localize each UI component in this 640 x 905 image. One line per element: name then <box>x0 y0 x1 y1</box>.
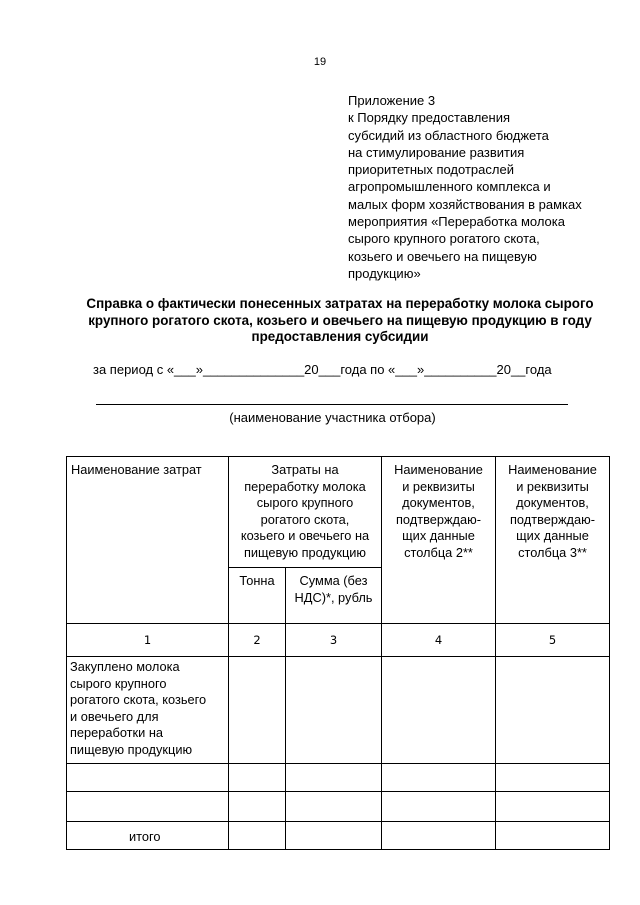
header-line: НДС)*, рубль <box>294 589 373 605</box>
header-line: столбца 3** <box>518 544 587 560</box>
header-cost-name: Наименование затрат <box>67 457 229 624</box>
header-line: рогатого скота, <box>260 511 350 527</box>
header-line: Затраты на <box>271 462 339 477</box>
table-cell <box>286 657 382 764</box>
title-line: Справка о фактически понесенных затратах на переработку молока сырого <box>86 296 594 311</box>
header-line: Наименование <box>508 462 597 477</box>
table-cell <box>286 792 382 822</box>
table-cell <box>382 792 496 822</box>
table-cell <box>229 822 286 850</box>
table-cell <box>229 657 286 764</box>
table-cell <box>496 792 610 822</box>
header-line: щих данные <box>516 528 589 543</box>
appendix-header <box>348 92 582 282</box>
appendix-line: приоритетных подотраслей <box>348 162 514 178</box>
header-line: подтверждаю- <box>396 511 481 527</box>
column-number-5: 5 <box>496 624 610 657</box>
header-line: сырого крупного <box>256 495 354 510</box>
header-documents-col2 <box>382 457 496 624</box>
costs-table <box>66 456 610 850</box>
row-label-line: переработки на <box>70 725 164 740</box>
participant-name-line <box>96 404 568 405</box>
table-cell <box>382 657 496 764</box>
row-label-line: и овечьего для <box>70 708 159 724</box>
table-cell <box>382 764 496 792</box>
header-costs-group <box>229 457 382 568</box>
title-line: крупного рогатого скота, козьего и овечьего на пищевую продукцию в году <box>88 312 592 328</box>
row-label-line: сырого крупного <box>70 675 167 691</box>
title-line: предоставления субсидии <box>251 329 429 344</box>
header-documents-col3 <box>496 457 610 624</box>
column-number-4: 4 <box>382 624 496 657</box>
page-number: 19 <box>313 56 327 68</box>
table-cell <box>496 822 610 850</box>
table-cell <box>496 657 610 764</box>
column-number-3: 3 <box>286 624 382 657</box>
table-cell <box>382 822 496 850</box>
header-line: щих данные <box>402 528 475 543</box>
table-cell <box>229 764 286 792</box>
header-sum <box>286 568 382 624</box>
appendix-line: козьего и овечьего на пищевую <box>348 248 537 264</box>
header-line: Сумма (без <box>299 573 368 588</box>
appendix-line: к Порядку предоставления <box>348 110 510 126</box>
header-line: пищевую продукцию <box>243 544 367 560</box>
table-cell <box>67 764 229 792</box>
table-cell <box>286 822 382 850</box>
header-line: козьего и овечьего на <box>240 528 370 543</box>
appendix-line: мероприятия «Переработка молока <box>348 214 565 230</box>
appendix-line: продукцию» <box>348 265 421 281</box>
appendix-line: агропромышленного комплекса и <box>348 179 551 195</box>
row-label-purchased-milk <box>67 657 229 764</box>
header-line: и реквизиты <box>402 478 475 494</box>
header-line: документов, <box>402 495 475 510</box>
row-label-line: Закуплено молока <box>70 659 180 674</box>
table-cell <box>496 764 610 792</box>
period-line: за период с «___»______________20___года по «___»__________20__года <box>93 362 552 377</box>
total-label: итого <box>67 822 229 850</box>
table-cell <box>286 764 382 792</box>
table-cell <box>67 792 229 822</box>
document-title <box>40 296 640 346</box>
header-line: столбца 2** <box>404 544 473 560</box>
row-label-line: рогатого скота, козьего <box>70 692 207 707</box>
column-number-1: 1 <box>67 624 229 657</box>
header-line: документов, <box>516 495 589 510</box>
appendix-line: сырого крупного рогатого скота, <box>348 231 540 247</box>
appendix-line: субсидий из областного бюджета <box>348 127 549 143</box>
header-line: переработку молока <box>244 478 366 494</box>
table-cell <box>229 792 286 822</box>
row-label-line: пищевую продукцию <box>70 741 193 757</box>
appendix-line: малых форм хозяйствования в рамках <box>348 196 582 212</box>
header-line: подтверждаю- <box>510 511 595 527</box>
appendix-line: на стимулирование развития <box>348 144 525 160</box>
header-line: Наименование <box>394 462 483 477</box>
appendix-line: Приложение 3 <box>348 93 436 108</box>
header-line: и реквизиты <box>516 478 589 494</box>
column-number-2: 2 <box>229 624 286 657</box>
header-tons: Тонна <box>229 568 286 624</box>
participant-caption: (наименование участника отбора) <box>229 410 436 425</box>
